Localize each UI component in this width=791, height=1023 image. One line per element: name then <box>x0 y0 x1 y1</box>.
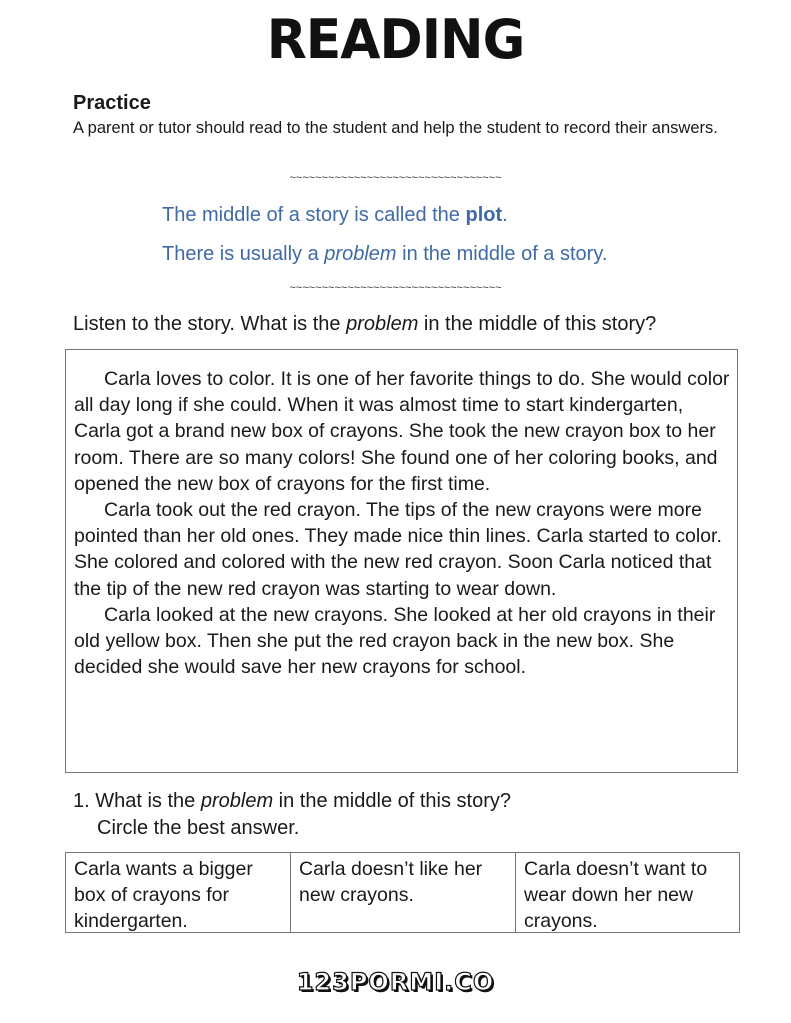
problem-definition-text: There is usually a <box>162 243 325 265</box>
prompt-text-start: Listen to the story. What is the <box>73 313 347 335</box>
practice-instructions: A parent or tutor should read to the student and help the student to record their answers. <box>73 119 718 137</box>
answer-choices-table <box>65 852 740 933</box>
answer-choice-1[interactable]: Carla wants a bigger box of crayons for kindergarten. <box>66 853 291 932</box>
question-number: 1. <box>73 790 90 812</box>
answer-choice-3[interactable]: Carla doesn’t want to wear down her new crayons. <box>524 858 708 932</box>
plot-definition-end: . <box>502 204 508 226</box>
tilde-divider-bottom: ~~~~~~~~~~~~~~~~~~~~~~~~~~~~~~~~~ <box>289 282 502 294</box>
problem-definition <box>162 243 607 266</box>
prompt-text-end: in the middle of this story? <box>418 313 657 335</box>
question-instruction: Circle the best answer. <box>97 817 300 839</box>
problem-definition-end: in the middle of a story. <box>396 243 608 265</box>
page-title: READING <box>266 8 525 72</box>
story-paragraph-2: Carla took out the red crayon. The tips of the new crayons were more pointed than her old ones. They made nice thin lines. Carla started to color. She colored and colored with the new red crayon. Soon Carla noticed that the tip of the new red crayon was starting to wear down. <box>74 499 722 600</box>
listening-prompt <box>73 313 656 336</box>
story-box <box>65 349 738 773</box>
prompt-problem-term: problem <box>346 313 419 335</box>
plot-definition <box>162 204 508 227</box>
question-problem-term: problem <box>200 790 274 812</box>
story-paragraph-3: Carla looked at the new crayons. She looked at her old crayons in their old yellow box. Then she put the red crayon back in the new box. She decided she would save her new crayons for school. <box>74 603 716 679</box>
plot-definition-text: The middle of a story is called the <box>162 204 466 226</box>
problem-term: problem <box>324 243 397 265</box>
footer-brand-logo: 123PORMI.CO <box>296 968 495 996</box>
question-1 <box>73 790 511 813</box>
story-paragraph-1: Carla loves to color. It is one of her favorite things to do. She would color all day long if she could. When it was almost time to start kindergarten, Carla got a brand new box of crayons. She took the new crayon box to her room. There are so many colors! She found one of her coloring books, and opened the new box of crayons for the first time. <box>74 368 730 495</box>
tilde-divider-top: ~~~~~~~~~~~~~~~~~~~~~~~~~~~~~~~~~ <box>289 172 502 184</box>
question-text-start: What is the <box>89 790 201 812</box>
practice-heading: Practice <box>73 92 151 114</box>
answer-choice-2[interactable]: Carla doesn’t like her new crayons. <box>291 853 516 932</box>
question-text-end: in the middle of this story? <box>273 790 511 812</box>
plot-term: plot <box>465 204 503 226</box>
